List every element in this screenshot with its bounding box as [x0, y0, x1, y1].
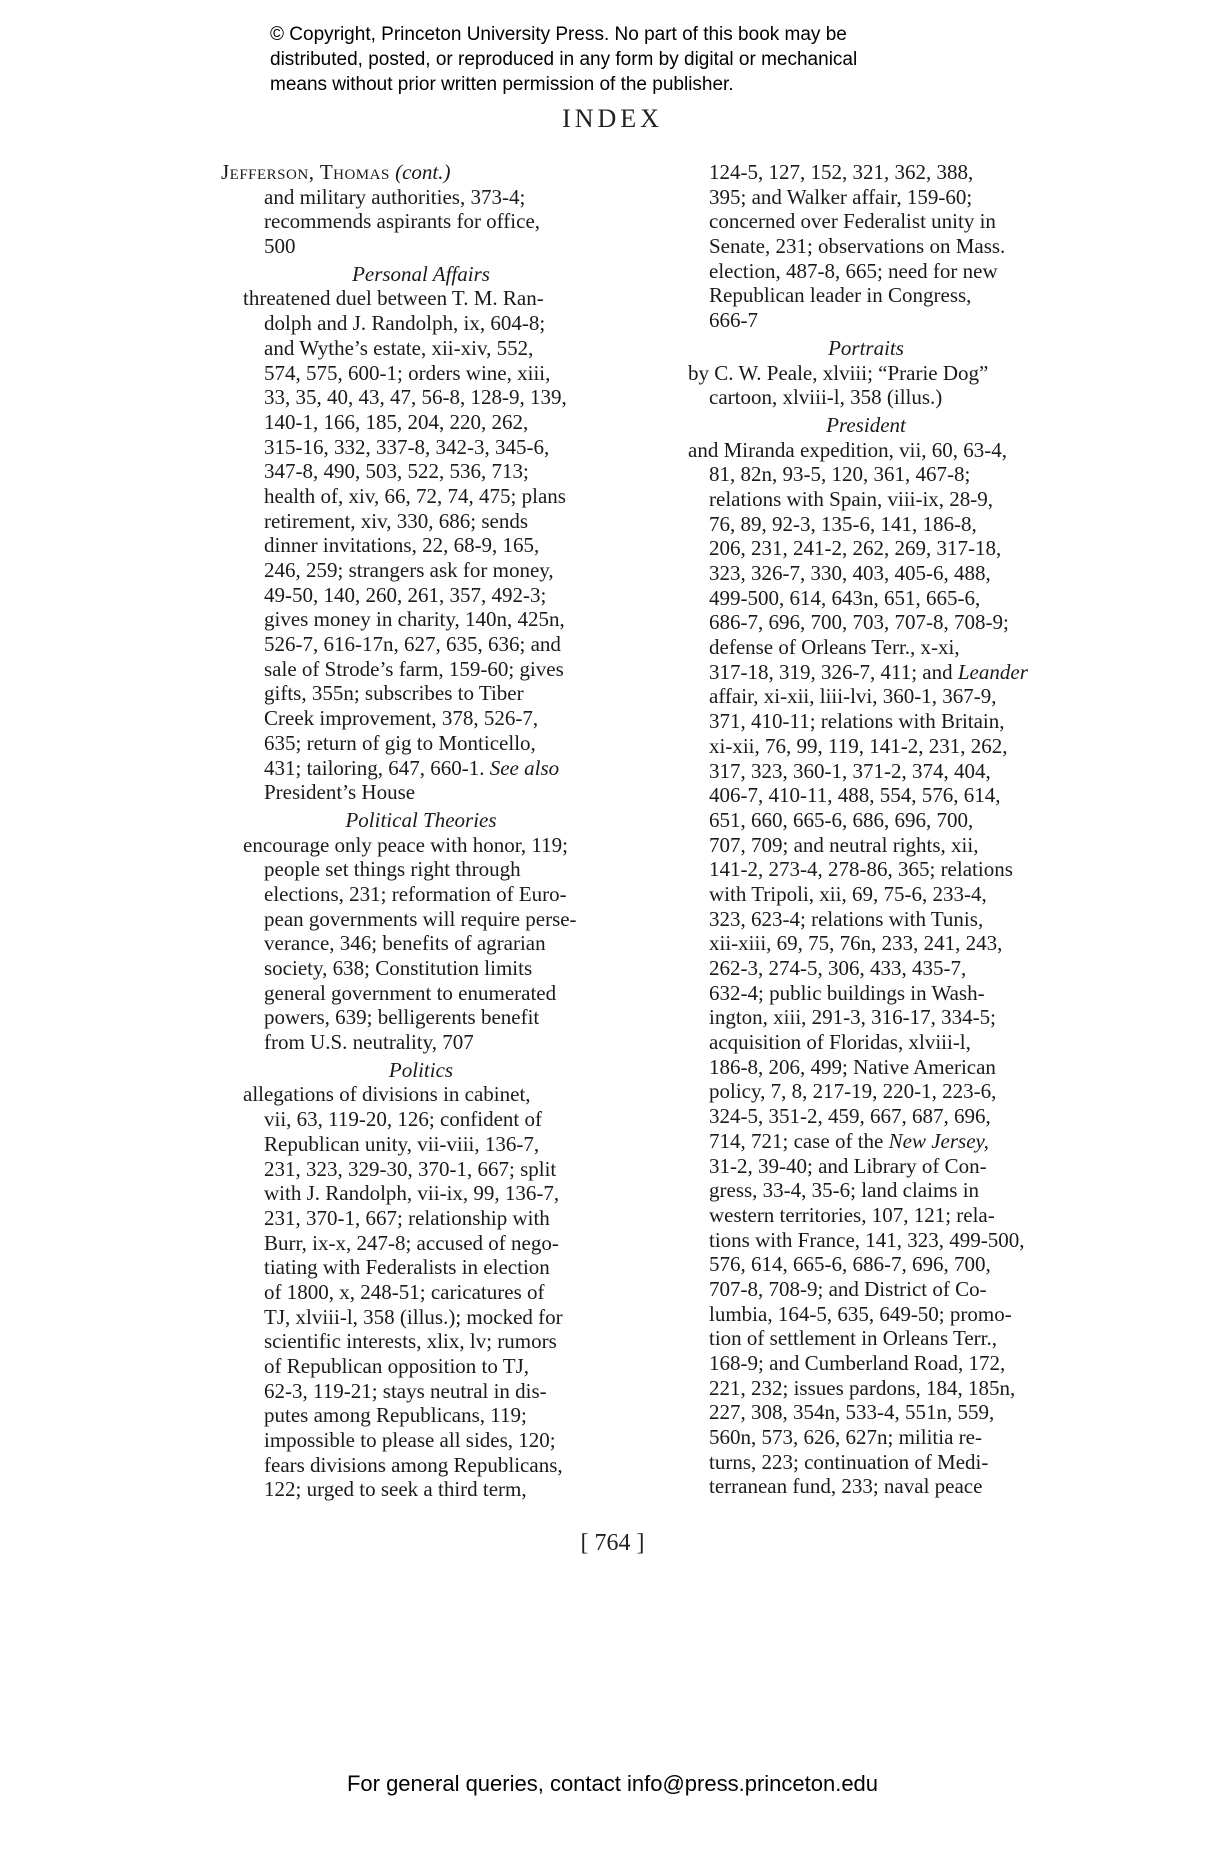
line-group	[666, 361, 1066, 410]
index-line: 651, 660, 665-6, 686, 696, 700,	[709, 807, 974, 832]
line-group	[666, 1154, 1066, 1500]
index-line: 31-2, 39-40; and Library of Con-	[709, 1153, 987, 1178]
line-group	[221, 286, 621, 755]
index-column-left	[221, 160, 621, 1502]
index-line: 262-3, 274-5, 306, 433, 435-7,	[709, 956, 967, 980]
index-line: TJ, xlviii-l, 358 (illus.); mocked for	[264, 1304, 563, 1329]
index-line: policy, 7, 8, 217-19, 220-1, 223-6,	[709, 1079, 997, 1104]
see-also: See also	[489, 755, 560, 780]
index-line: 686-7, 696, 700, 703, 707-8, 708-9;	[709, 610, 1009, 635]
line-group	[666, 684, 1066, 1128]
index-line: terranean fund, 233; naval peace	[709, 1474, 983, 1499]
index-line: gress, 33-4, 35-6; land claims in	[709, 1178, 980, 1203]
entry-name: Jefferson, Thomas	[221, 160, 390, 184]
index-line: gifts, 355n; subscribes to Tiber	[264, 681, 524, 706]
index-line: of Republican opposition to TJ,	[264, 1354, 530, 1378]
entry-continued: (cont.)	[395, 160, 451, 184]
index-line: 317, 323, 360-1, 371-2, 374, 404,	[709, 758, 991, 783]
index-line: dolph and J. Randolph, ix, 604-8;	[264, 311, 546, 336]
index-line: 395; and Walker affair, 159-60;	[709, 184, 973, 209]
index-line: dinner invitations, 22, 68-9, 165,	[264, 533, 540, 558]
index-line: threatened duel between T. M. Ran-	[243, 286, 544, 311]
index-line	[666, 1129, 1066, 1154]
index-line: 635; return of gig to Monticello,	[264, 730, 536, 755]
index-line: 221, 232; issues pardons, 184, 185n,	[709, 1375, 1016, 1400]
subheading-president: President	[826, 412, 906, 437]
index-line: 500	[264, 234, 296, 259]
index-line: recommends aspirants for office,	[264, 209, 541, 234]
index-line: society, 638; Constitution limits	[264, 956, 533, 980]
index-line: vii, 63, 119-20, 126; confident of	[264, 1107, 543, 1132]
index-line: 33, 35, 40, 43, 47, 56-8, 128-9, 139,	[264, 385, 567, 410]
ship-name-new-jersey: New Jersey,	[888, 1128, 989, 1153]
ship-name-leander: Leander	[957, 659, 1028, 684]
index-line: retirement, xiv, 330, 686; sends	[264, 508, 529, 533]
index-line: by C. W. Peale, xlviii; “Prarie Dog”	[688, 360, 989, 385]
subheading-portraits: Portraits	[828, 335, 904, 360]
index-line: 49-50, 140, 260, 261, 357, 492-3;	[264, 582, 547, 607]
index-line: 315-16, 332, 337-8, 342-3, 345-6,	[264, 434, 550, 459]
index-line: putes among Republicans, 119;	[264, 1403, 527, 1428]
index-line: 124-5, 127, 152, 321, 362, 388,	[709, 160, 974, 184]
index-line: people set things right through	[264, 857, 521, 882]
footer-contact: For general queries, contact info@press.princeton.edu	[346, 1771, 879, 1796]
index-line: sale of Strode’s farm, 159-60; gives	[264, 656, 564, 681]
line-group	[666, 160, 1066, 333]
index-line: 206, 231, 241-2, 262, 269, 317-18,	[709, 536, 1002, 561]
index-line: 186-8, 206, 499; Native American	[709, 1054, 996, 1079]
index-line: fears divisions among Republicans,	[264, 1452, 563, 1477]
copyright-line: distributed, posted, or reproduced in any form by digital or mechanical	[270, 49, 858, 70]
index-line: from U.S. neutrality, 707	[264, 1030, 474, 1055]
index-line-text: 317-18, 319, 326-7, 411; and	[709, 659, 953, 684]
index-line: cartoon, xlviii-l, 358 (illus.)	[709, 385, 943, 410]
index-line: turns, 223; continuation of Medi-	[709, 1449, 989, 1474]
index-line: relations with Spain, viii-ix, 28-9,	[709, 486, 994, 511]
index-line: 323, 326-7, 330, 403, 405-6, 488,	[709, 561, 991, 585]
index-line: 707, 709; and neutral rights, xii,	[709, 832, 979, 857]
index-line: 576, 614, 665-6, 686-7, 696, 700,	[709, 1252, 991, 1277]
line-group	[221, 833, 621, 1055]
subheading-personal-affairs: Personal Affairs	[352, 261, 490, 286]
index-line: impossible to please all sides, 120;	[264, 1428, 556, 1453]
index-column-right	[666, 160, 1066, 1499]
index-line: gives money in charity, 140n, 425n,	[264, 607, 565, 632]
index-line: tiating with Federalists in election	[264, 1255, 550, 1280]
copyright-notice	[270, 22, 1030, 97]
page-number: [ 764 ]	[580, 1530, 645, 1556]
copyright-line: means without prior written permission of the publisher.	[270, 74, 734, 95]
index-line: with J. Randolph, vii-ix, 99, 136-7,	[264, 1181, 560, 1206]
index-line	[221, 756, 621, 781]
index-line: verance, 346; benefits of agrarian	[264, 931, 546, 956]
index-line: tions with France, 141, 323, 499-500,	[709, 1227, 1025, 1252]
index-line: 76, 89, 92-3, 135-6, 141, 186-8,	[709, 511, 977, 536]
index-line: acquisition of Floridas, xlviii-l,	[709, 1030, 971, 1055]
index-line: powers, 639; belligerents benefit	[264, 1005, 540, 1030]
index-line: and Wythe’s estate, xii-xiv, 552,	[264, 335, 534, 360]
index-line: xi-xii, 76, 99, 119, 141-2, 231, 262,	[709, 733, 1008, 758]
index-line: 560n, 573, 626, 627n; militia re-	[709, 1425, 982, 1450]
index-line: ington, xiii, 291-3, 316-17, 334-5;	[709, 1005, 996, 1030]
index-line: health of, xiv, 66, 72, 74, 475; plans	[264, 483, 566, 508]
index-line	[666, 660, 1066, 685]
index-line-text: 714, 721; case of the	[709, 1128, 884, 1153]
index-line: 81, 82n, 93-5, 120, 361, 467-8;	[709, 462, 971, 487]
index-line-text: 431; tailoring, 647, 660-1.	[264, 755, 485, 780]
index-line: encourage only peace with honor, 119;	[243, 832, 568, 857]
index-line: Senate, 231; observations on Mass.	[709, 234, 1006, 259]
index-line: Republican unity, vii-viii, 136-7,	[264, 1131, 540, 1156]
index-line: and military authorities, 373-4;	[264, 184, 526, 209]
index-line: 347-8, 490, 503, 522, 536, 713;	[264, 459, 529, 484]
index-line: defense of Orleans Terr., x-xi,	[709, 635, 960, 660]
line-group	[221, 185, 621, 259]
index-line: allegations of divisions in cabinet,	[243, 1082, 531, 1107]
index-line: 371, 410-11; relations with Britain,	[709, 709, 1005, 734]
index-line: general government to enumerated	[264, 980, 557, 1005]
index-line: 526-7, 616-17n, 627, 635, 636; and	[264, 632, 561, 657]
index-line: Republican leader in Congress,	[709, 283, 972, 308]
index-line: 227, 308, 354n, 533-4, 551n, 559,	[709, 1400, 995, 1425]
index-line: of 1800, x, 248-51; caricatures of	[264, 1279, 545, 1304]
subheading-political-theories: Political Theories	[345, 807, 497, 832]
index-line: concerned over Federalist unity in	[709, 209, 996, 234]
index-line: with Tripoli, xii, 69, 75-6, 233-4,	[709, 881, 987, 906]
index-line: affair, xi-xii, liii-lvi, 360-1, 367-9,	[709, 684, 997, 709]
index-line: tion of settlement in Orleans Terr.,	[709, 1326, 997, 1351]
index-line: 707-8, 708-9; and District of Co-	[709, 1276, 987, 1301]
index-line: 141-2, 273-4, 278-86, 365; relations	[709, 857, 1013, 882]
index-line: xii-xiii, 69, 75, 76n, 233, 241, 243,	[709, 931, 1003, 956]
index-line: 231, 370-1, 667; relationship with	[264, 1205, 550, 1230]
index-line: 666-7	[709, 308, 758, 333]
index-line: 499-500, 614, 643n, 651, 665-6,	[709, 585, 981, 610]
line-group	[666, 438, 1066, 660]
index-line: and Miranda expedition, vii, 60, 63-4,	[688, 437, 1008, 462]
index-line: 122; urged to seek a third term,	[264, 1477, 527, 1502]
index-line: 323, 623-4; relations with Tunis,	[709, 906, 984, 931]
index-line: elections, 231; reformation of Euro-	[264, 881, 567, 906]
index-line: scientific interests, xlix, lv; rumors	[264, 1329, 557, 1354]
line-group	[221, 1082, 621, 1502]
index-line: 168-9; and Cumberland Road, 172,	[709, 1351, 1006, 1375]
page-heading: INDEX	[562, 104, 663, 133]
index-line: President’s House	[264, 780, 416, 805]
index-line: 324-5, 351-2, 459, 667, 687, 696,	[709, 1104, 991, 1129]
index-line: 406-7, 410-11, 488, 554, 576, 614,	[709, 783, 1001, 808]
subheading-politics: Politics	[388, 1057, 454, 1082]
entry-heading	[221, 160, 621, 185]
index-line: 62-3, 119-21; stays neutral in dis-	[264, 1378, 547, 1403]
index-line: western territories, 107, 121; rela-	[709, 1202, 995, 1227]
index-line: 231, 323, 329-30, 370-1, 667; split	[264, 1156, 557, 1181]
index-line: 246, 259; strangers ask for money,	[264, 558, 554, 582]
index-line: lumbia, 164-5, 635, 649-50; promo-	[709, 1301, 1012, 1326]
index-line: 574, 575, 600-1; orders wine, xiii,	[264, 360, 551, 385]
index-line: election, 487-8, 665; need for new	[709, 258, 998, 283]
index-line: pean governments will require perse-	[264, 906, 577, 931]
index-line: Creek improvement, 378, 526-7,	[264, 706, 539, 731]
copyright-line: © Copyright, Princeton University Press. No part of this book may be	[270, 24, 847, 45]
index-line: 140-1, 166, 185, 204, 220, 262,	[264, 409, 529, 434]
index-line: Burr, ix-x, 247-8; accused of nego-	[264, 1230, 559, 1255]
index-line: 632-4; public buildings in Wash-	[709, 980, 985, 1005]
